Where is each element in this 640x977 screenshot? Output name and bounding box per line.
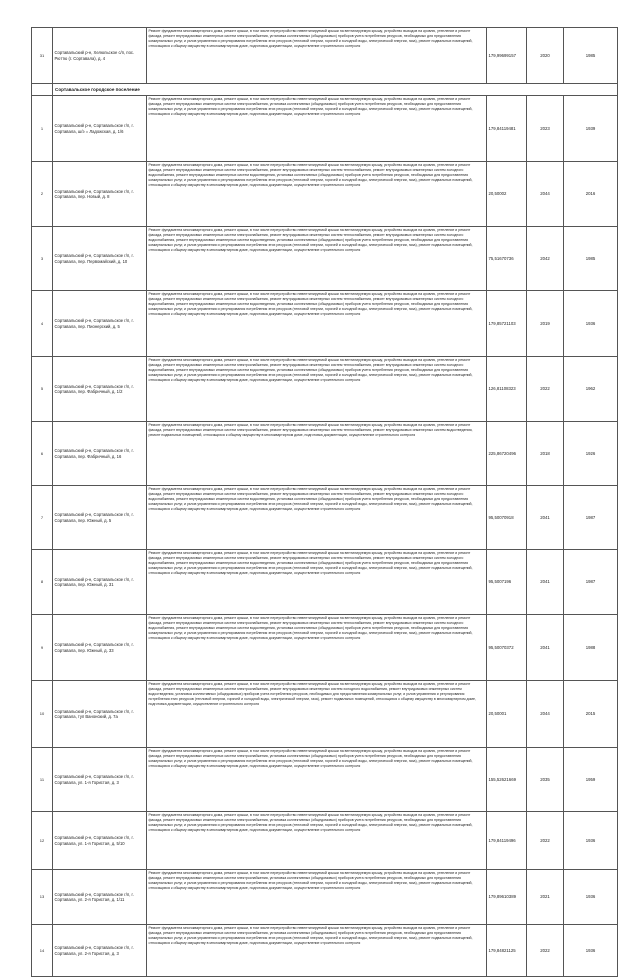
build-year: 1987 [564,486,618,550]
repair-year: 2022 [527,357,564,422]
repair-year: 2023 [527,96,564,162]
repair-year: 2041 [527,486,564,550]
table-body [32,28,618,977]
table-row [32,96,618,162]
table-row [32,162,618,227]
row-number: 12 [32,812,53,870]
repair-year: 2020 [527,28,564,84]
repair-cost: 75,51670736 [487,227,527,291]
repair-cost: 179,84821125 [487,925,527,977]
table-row [32,486,618,550]
repair-cost: 20,50001 [487,681,527,748]
house-address: Сортавальский р-н, Сортавальское г/п, г. Сортавала, ул. 2-я Гористая, д. 1/11 [53,870,147,925]
row-number: 31 [32,28,53,84]
build-year: 1926 [564,422,618,486]
build-year: 2015 [564,681,618,748]
build-year: 1988 [564,615,618,681]
repair-cost: 95,50070372 [487,615,527,681]
repair-year: 2044 [527,162,564,227]
house-address: Сортавальский р-н, Сортавальское г/п, г. Сортавала, ул. 1-я Гористая, д. 5/10 [53,812,147,870]
house-address: Сортавальский р-н, Сортавальское г/п, г. Сортавала, пер. Южный, д. 31 [53,550,147,615]
repair-cost: 20,50002 [487,162,527,227]
repair-cost: 179,89610389 [487,870,527,925]
table-row [32,925,618,977]
repair-works: Ремонт фундамента многоквартирного дома, ремонт крыши, в том числе переустройство невентилируемой крыши на вентилируемую крышу, устройство выходов на кровлю, утепление и ремонт фасада, ремонт внутридомовых инженерных систем электроснабжения, установка коллективных (общедомовых) приборов учета потребления ресурсов, необходимых для предоставления коммунальных услуг, и узлов управления и регулирования потребления этих ресурсов (тепловой энергии, горячей и холодной воды, электрической энергии, газа), ремонт подвальных помещений, относящихся к общему имуществу в многоквартирном доме, подготовка документации, осуществление строительного контроля [147,925,487,977]
repair-works: Ремонт фундамента многоквартирного дома, ремонт крыши, в том числе переустройство невентилируемой крыши на вентилируемую крышу, устройство выходов на кровлю, утепление и ремонт фасада, ремонт внутридомовых инженерных систем электроснабжения, ремонт внутридомовых инженерных систем теплоснабжения, ремонт внутридомовых инженерных систем холодного водоснабжения, ремонт внутридомовых инженерных систем водоотведения, установка коллективных (общедомовых) приборов учета потребления ресурсов, необходимых для предоставления коммунальных услуг, и узлов управления и регулирования потребления этих ресурсов (тепловой энергии, горячей и холодной воды, электрической энергии, газа), ремонт подвальных помещений, относящихся к общему имуществу в многоквартирном доме, подготовка документации, осуществление строительного контроля [147,357,487,422]
row-number: 3 [32,227,53,291]
row-number: 4 [32,291,53,357]
table-row [32,422,618,486]
table-row [32,615,618,681]
build-year: 1962 [564,357,618,422]
repair-cost: 179,84119496 [487,812,527,870]
repair-cost: 126,81108323 [487,357,527,422]
house-address: Сортавальский р-н, Сортавальское г/п, г. Сортавала, пер. Пионерский, д. 5 [53,291,147,357]
repair-cost: 179,85721103 [487,291,527,357]
repair-year: 2042 [527,227,564,291]
house-address: Сортавальский р-н, Хелюльское с/п, пос. Рюттю (г. Сортавала), д. 4 [53,28,147,84]
row-number: 13 [32,870,53,925]
repair-works: Ремонт фундамента многоквартирного дома, ремонт крыши, в том числе переустройство невентилируемой крыши на вентилируемую крышу, устройство выходов на кровлю, утепление и ремонт фасада, ремонт внутридомовых инженерных систем электроснабжения, установка коллективных (общедомовых) приборов учета потребления ресурсов, необходимых для предоставления коммунальных услуг, и узлов управления и регулирования потребления этих ресурсов (тепловой энергии, горячей и холодной воды, электрической энергии, газа), ремонт подвальных помещений, относящихся к общему имуществу в многоквартирном доме, подготовка документации, осуществление строительного контроля [147,28,487,84]
table-row [32,227,618,291]
repair-works: Ремонт фундамента многоквартирного дома, ремонт крыши, в том числе переустройство невентилируемой крыши на вентилируемую крышу, устройство выходов на кровлю, утепление и ремонт фасада, ремонт внутридомовых инженерных систем электроснабжения, ремонт внутридомовых инженерных систем теплоснабжения, ремонт внутридомовых инженерных систем холодного водоснабжения, ремонт внутридомовых инженерных систем водоотведения, установка коллективных (общедомовых) приборов учета потребления ресурсов, необходимых для предоставления коммунальных услуг, и узлов управления и регулирования потребления этих ресурсов (тепловой энергии, горячей и холодной воды, электрической энергии, газа), ремонт подвальных помещений, относящихся к общему имуществу в многоквартирном доме, подготовка документации, осуществление строительного контроля [147,291,487,357]
table-row [32,748,618,812]
repair-cost: 179,99699157 [487,28,527,84]
build-year: 1985 [564,28,618,84]
repair-cost: 95,50070918 [487,486,527,550]
repair-cost: 155,52621669 [487,748,527,812]
row-number: 6 [32,422,53,486]
row-number: 14 [32,925,53,977]
build-year: 1936 [564,925,618,977]
table-row [32,550,618,615]
repair-works: Ремонт фундамента многоквартирного дома, ремонт крыши, в том числе переустройство невентилируемой крыши на вентилируемую крышу, устройство выходов на кровлю, утепление и ремонт фасада, ремонт внутридомовых инженерных систем электроснабжения, ремонт внутридомовых инженерных систем теплоснабжения, ремонт внутридомовых инженерных систем холодного водоснабжения, ремонт внутридомовых инженерных систем водоотведения, установка коллективных (общедомовых) приборов учета потребления ресурсов, необходимых для предоставления коммунальных услуг, и узлов управления и регулирования потребления этих ресурсов (тепловой энергии, горячей и холодной воды, электрической энергии, газа), ремонт подвальных помещений, относящихся к общему имуществу в многоквартирном доме, подготовка документации, осуществление строительного контроля [147,486,487,550]
build-year: 1936 [564,812,618,870]
house-address: Сортавальский р-н, Сортавальское г/п, г. Сортавала, пер. Первомайский, д. 10 [53,227,147,291]
repair-year: 2035 [527,748,564,812]
section-blank-cell [32,84,53,96]
row-number: 11 [32,748,53,812]
repair-works: Ремонт фундамента многоквартирного дома, ремонт крыши, в том числе переустройство невентилируемой крыши на вентилируемую крышу, устройство выходов на кровлю, утепление и ремонт фасада, ремонт внутридомовых инженерных систем электроснабжения, установка коллективных (общедомовых) приборов учета потребления ресурсов, необходимых для предоставления коммунальных услуг, и узлов управления и регулирования потребления этих ресурсов (тепловой энергии, горячей и холодной воды, электрической энергии, газа), ремонт подвальных помещений, относящихся к общему имуществу в многоквартирном доме, подготовка документации, осуществление строительного контроля [147,96,487,162]
row-number: 10 [32,681,53,748]
repair-year: 2022 [527,812,564,870]
row-number: 2 [32,162,53,227]
repair-works: Ремонт фундамента многоквартирного дома, ремонт крыши, в том числе переустройство невентилируемой крыши на вентилируемую крышу, устройство выходов на кровлю, утепление и ремонт фасада, ремонт внутридомовых инженерных систем электроснабжения, ремонт внутридомовых инженерных систем холодного водоснабжения, ремонт внутридомовых инженерных систем водоотведения, установка коллективных (общедомовых) приборов учета потребления ресурсов, необходимых для предоставления коммунальных услуг, и узлов управления и регулирования потребления этих ресурсов (тепловой энергии, горячей и холодной воды, электрической энергии, газа), ремонт подвальных помещений, относящихся к общему имуществу в многоквартирном доме, подготовка документации, осуществление строительного контроля [147,681,487,748]
repair-works: Ремонт фундамента многоквартирного дома, ремонт крыши, в том числе переустройство невентилируемой крыши на вентилируемую крышу, устройство выходов на кровлю, утепление и ремонт фасада, ремонт внутридомовых инженерных систем электроснабжения, установка коллективных (общедомовых) приборов учета потребления ресурсов, необходимых для предоставления коммунальных услуг, и узлов управления и регулирования потребления этих ресурсов (тепловой энергии, горячей и холодной воды, электрической энергии, газа), ремонт подвальных помещений, относящихся к общему имуществу в многоквартирном доме, подготовка документации, осуществление строительного контроля [147,748,487,812]
table-row [32,291,618,357]
repair-works: Ремонт фундамента многоквартирного дома, ремонт крыши, в том числе переустройство невентилируемой крыши на вентилируемую крышу, устройство выходов на кровлю, утепление и ремонт фасада, ремонт внутридомовых инженерных систем электроснабжения, ремонт внутридомовых инженерных систем теплоснабжения, ремонт внутридомовых инженерных систем холодного водоснабжения, ремонт внутридомовых инженерных систем водоотведения, установка коллективных (общедомовых) приборов учета потребления ресурсов, необходимых для предоставления коммунальных услуг, и узлов управления и регулирования потребления этих ресурсов (тепловой энергии, горячей и холодной воды, электрической энергии, газа), ремонт подвальных помещений, относящихся к общему имуществу в многоквартирном доме, подготовка документации, осуществление строительного контроля [147,227,487,291]
house-address: Сортавальский р-н, Сортавальское г/п, г. Сортавала, пер. Фабричный, д. 16 [53,422,147,486]
section-header-row [32,84,618,96]
table-row [32,357,618,422]
build-year: 1936 [564,291,618,357]
row-number: 8 [32,550,53,615]
house-address: Сортавальский р-н, Сортавальское г/п, г. Сортавала, пер. Южный, д. 33 [53,615,147,681]
row-number: 7 [32,486,53,550]
repair-works: Ремонт фундамента многоквартирного дома, ремонт крыши, в том числе переустройство невентилируемой крыши на вентилируемую крышу, устройство выходов на кровлю, утепление и ремонт фасада, ремонт внутридомовых инженерных систем электроснабжения, ремонт внутридомовых инженерных систем теплоснабжения, ремонт внутридомовых инженерных систем холодного водоснабжения, ремонт внутридомовых инженерных систем водоотведения, установка коллективных (общедомовых) приборов учета потребления ресурсов, необходимых для предоставления коммунальных услуг, и узлов управления и регулирования потребления этих ресурсов (тепловой энергии, горячей и холодной воды, электрической энергии, газа), ремонт подвальных помещений, относящихся к общему имуществу в многоквартирном доме, подготовка документации, осуществление строительного контроля [147,550,487,615]
repair-year: 2018 [527,422,564,486]
repair-year: 2041 [527,615,564,681]
repair-works: Ремонт фундамента многоквартирного дома, ремонт крыши, в том числе переустройство невентилируемой крыши на вентилируемую крышу, устройство выходов на кровлю, утепление и ремонт фасада, ремонт внутридомовых инженерных систем электроснабжения, установка коллективных (общедомовых) приборов учета потребления ресурсов, необходимых для предоставления коммунальных услуг, и узлов управления и регулирования потребления этих ресурсов (тепловой энергии, горячей и холодной воды, электрической энергии, газа), ремонт подвальных помещений, относящихся к общему имуществу в многоквартирном доме, подготовка документации, осуществление строительного контроля [147,812,487,870]
house-address: Сортавальский р-н, Сортавальское г/п, г. Сортавала, пер. Фабричный, д. 1/2 [53,357,147,422]
build-year: 2016 [564,162,618,227]
section-title: Сортавальское городское поселение [53,84,618,96]
repair-works: Ремонт фундамента многоквартирного дома, ремонт крыши, в том числе переустройство невентилируемой крыши на вентилируемую крышу, устройство выходов на кровлю, утепление и ремонт фасада, ремонт внутридомовых инженерных систем электроснабжения, установка коллективных (общедомовых) приборов учета потребления ресурсов, необходимых для предоставления коммунальных услуг, и узлов управления и регулирования потребления этих ресурсов (тепловой энергии, горячей и холодной воды, электрической энергии, газа), ремонт подвальных помещений, относящихся к общему имуществу в многоквартирном доме, подготовка документации, осуществление строительного контроля [147,870,487,925]
repair-year: 2019 [527,291,564,357]
table-row [32,28,618,84]
build-year: 1987 [564,550,618,615]
house-address: Сортавальский р-н, Сортавальское г/п, г. Сортавала, пер. Южный, д. 5 [53,486,147,550]
row-number: 1 [32,96,53,162]
repair-cost: 179,84119481 [487,96,527,162]
repair-year: 2022 [527,925,564,977]
repair-year: 2041 [527,550,564,615]
repair-year: 2021 [527,870,564,925]
build-year: 1959 [564,748,618,812]
build-year: 1985 [564,227,618,291]
repair-works: Ремонт фундамента многоквартирного дома, ремонт крыши, в том числе переустройство невентилируемой крыши на вентилируемую крышу, устройство выходов на кровлю, утепление и ремонт фасада, ремонт внутридомовых инженерных систем электроснабжения, ремонт внутридомовых инженерных систем теплоснабжения, ремонт внутридомовых инженерных систем водоотведения, ремонт подвальных помещений, относящихся к общему имуществу в многоквартирном доме, подготовка документации, осуществление строительного контроля [147,422,487,486]
row-number: 5 [32,357,53,422]
house-address: Сортавальский р-н, Сортавальское г/п, г. Сортавала, ул. 1-я Гористая, д. 3 [53,748,147,812]
repair-works: Ремонт фундамента многоквартирного дома, ремонт крыши, в том числе переустройство невентилируемой крыши на вентилируемую крышу, устройство выходов на кровлю, утепление и ремонт фасада, ремонт внутридомовых инженерных систем электроснабжения, ремонт внутридомовых инженерных систем теплоснабжения, ремонт внутридомовых инженерных систем холодного водоснабжения, ремонт внутридомовых инженерных систем водоотведения, установка коллективных (общедомовых) приборов учета потребления ресурсов, необходимых для предоставления коммунальных услуг, и узлов управления и регулирования потребления этих ресурсов (тепловой энергии, горячей и холодной воды, электрической энергии, газа), ремонт подвальных помещений, относящихся к общему имуществу в многоквартирном доме, подготовка документации, осуществление строительного контроля [147,615,487,681]
house-address: Сортавальский р-н, Сортавальское г/п, г. Сортавала, ул. 2-я Гористая, д. 3 [53,925,147,977]
build-year: 1939 [564,96,618,162]
build-year: 1936 [564,870,618,925]
house-address: Сортавальский р-н, Сортавальское г/п, г. Сортавала, пер. Новый, д. 8 [53,162,147,227]
house-address: Сортавальский р-н, Сортавальское г/п, г. Сортавала, туп Ванонский, д. 7а [53,681,147,748]
house-address: Сортавальский р-н, Сортавальское г/п, г. Сортавала, ш/э = Ладожская, д. 1/6 [53,96,147,162]
repair-cost: 95,5007196 [487,550,527,615]
table-row [32,812,618,870]
repair-works: Ремонт фундамента многоквартирного дома, ремонт крыши, в том числе переустройство невентилируемой крыши на вентилируемую крышу, устройство выходов на кровлю, утепление и ремонт фасада, ремонт внутридомовых инженерных систем электроснабжения, ремонт внутридомовых инженерных систем теплоснабжения, ремонт внутридомовых инженерных систем холодного водоснабжения, ремонт внутридомовых инженерных систем водоотведения, установка коллективных (общедомовых) приборов учета потребления ресурсов, необходимых для предоставления коммунальных услуг, и узлов управления и регулирования потребления этих ресурсов (тепловой энергии, горячей и холодной воды, электрической энергии, газа), ремонт подвальных помещений, относящихся к общему имуществу в многоквартирном доме, подготовка документации, осуществление строительного контроля [147,162,487,227]
repair-cost: 225,86720496 [487,422,527,486]
capital-repair-table [31,27,618,977]
table-row [32,681,618,748]
table-row [32,870,618,925]
row-number: 9 [32,615,53,681]
repair-year: 2044 [527,681,564,748]
